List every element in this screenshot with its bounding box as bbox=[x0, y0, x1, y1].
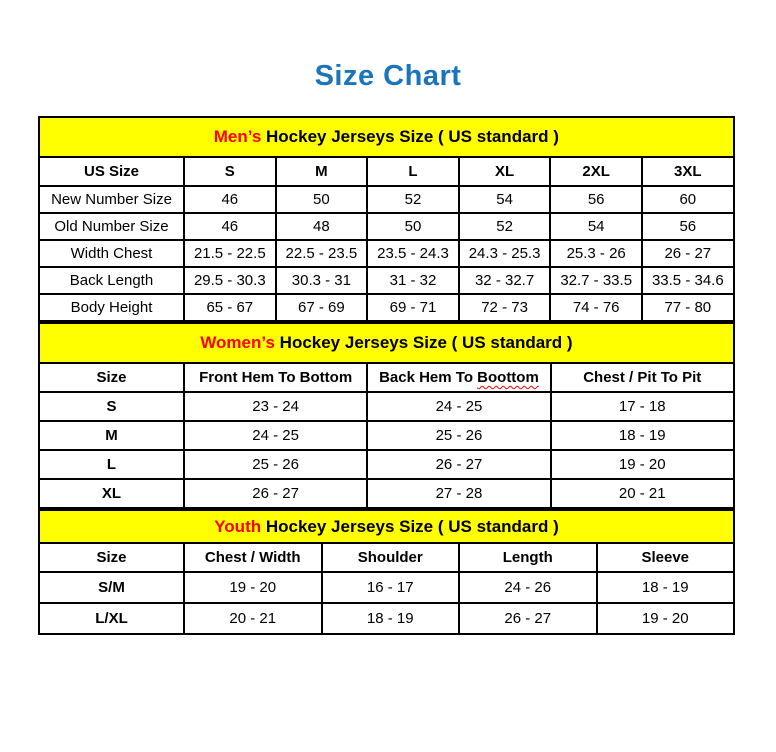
table-cell: 17 - 18 bbox=[551, 392, 734, 421]
table-cell: 24 - 25 bbox=[184, 421, 367, 450]
table-cell: 22.5 - 23.5 bbox=[276, 240, 368, 267]
table-cell: 19 - 20 bbox=[184, 572, 322, 603]
size-chart-page bbox=[0, 60, 776, 635]
youth-section-band bbox=[39, 510, 734, 543]
row-label: XL bbox=[39, 479, 184, 508]
youth-col-header: Length bbox=[459, 543, 597, 572]
table-cell: 52 bbox=[367, 186, 459, 213]
mens-section-title bbox=[39, 117, 734, 157]
mens-row-body-height bbox=[39, 294, 734, 321]
table-cell: 20 - 21 bbox=[184, 603, 322, 634]
table-cell: 31 - 32 bbox=[367, 267, 459, 294]
womens-header-row bbox=[39, 363, 734, 392]
page-title: Size Chart bbox=[314, 60, 462, 92]
table-cell: 27 - 28 bbox=[367, 479, 550, 508]
row-label: New Number Size bbox=[39, 186, 184, 213]
womens-row-m bbox=[39, 421, 734, 450]
table-cell: 30.3 - 31 bbox=[276, 267, 368, 294]
misspelled-word: Boottom bbox=[477, 369, 539, 386]
table-cell: 26 - 27 bbox=[642, 240, 734, 267]
table-cell: 50 bbox=[276, 186, 368, 213]
table-cell: 24 - 26 bbox=[459, 572, 597, 603]
table-cell: 65 - 67 bbox=[184, 294, 276, 321]
table-cell: 46 bbox=[184, 186, 276, 213]
mens-col-header: 3XL bbox=[642, 157, 734, 186]
mens-row-back-length bbox=[39, 267, 734, 294]
table-cell: 67 - 69 bbox=[276, 294, 368, 321]
youth-col-header: Shoulder bbox=[322, 543, 460, 572]
womens-size-table bbox=[38, 322, 735, 509]
mens-row-new-number-size bbox=[39, 186, 734, 213]
womens-row-l bbox=[39, 450, 734, 479]
row-label: Back Length bbox=[39, 267, 184, 294]
youth-col-header: Sleeve bbox=[597, 543, 735, 572]
table-cell: 18 - 19 bbox=[597, 572, 735, 603]
table-cell: 32.7 - 33.5 bbox=[550, 267, 642, 294]
womens-col-header: Chest / Pit To Pit bbox=[551, 363, 734, 392]
table-cell: 74 - 76 bbox=[550, 294, 642, 321]
table-cell: 69 - 71 bbox=[367, 294, 459, 321]
table-cell: 25.3 - 26 bbox=[550, 240, 642, 267]
table-cell: 18 - 19 bbox=[551, 421, 734, 450]
row-label: M bbox=[39, 421, 184, 450]
table-cell: 33.5 - 34.6 bbox=[642, 267, 734, 294]
table-cell: 29.5 - 30.3 bbox=[184, 267, 276, 294]
table-cell: 26 - 27 bbox=[184, 479, 367, 508]
table-cell: 72 - 73 bbox=[459, 294, 551, 321]
table-cell: 23.5 - 24.3 bbox=[367, 240, 459, 267]
table-cell: 48 bbox=[276, 213, 368, 240]
table-cell: 56 bbox=[642, 213, 734, 240]
womens-col-header: Front Hem To Bottom bbox=[184, 363, 367, 392]
mens-section-title-highlight: Men’s bbox=[213, 127, 262, 146]
table-cell: 56 bbox=[550, 186, 642, 213]
table-cell: 20 - 21 bbox=[551, 479, 734, 508]
womens-col-header-prefix: Back Hem To bbox=[379, 369, 478, 386]
womens-col-header: Size bbox=[39, 363, 184, 392]
table-cell: 54 bbox=[550, 213, 642, 240]
row-label: Old Number Size bbox=[39, 213, 184, 240]
table-cell: 32 - 32.7 bbox=[459, 267, 551, 294]
womens-row-s bbox=[39, 392, 734, 421]
mens-section-title-rest: Hockey Jerseys Size ( US standard ) bbox=[261, 127, 559, 146]
womens-section-title-rest: Hockey Jerseys Size ( US standard ) bbox=[274, 333, 573, 352]
table-cell: 60 bbox=[642, 186, 734, 213]
youth-header-row bbox=[39, 543, 734, 572]
mens-col-header: US Size bbox=[39, 157, 184, 186]
womens-col-header bbox=[367, 363, 550, 392]
womens-row-xl bbox=[39, 479, 734, 508]
size-chart-tables bbox=[38, 116, 733, 635]
row-label: Width Chest bbox=[39, 240, 184, 267]
row-label: L/XL bbox=[39, 603, 184, 634]
table-cell: 50 bbox=[367, 213, 459, 240]
row-label: L bbox=[39, 450, 184, 479]
row-label: S/M bbox=[39, 572, 184, 603]
mens-col-header: XL bbox=[459, 157, 551, 186]
youth-size-table bbox=[38, 509, 735, 635]
mens-col-header: 2XL bbox=[550, 157, 642, 186]
mens-row-old-number-size bbox=[39, 213, 734, 240]
youth-section-title-highlight: Youth bbox=[214, 516, 262, 536]
table-cell: 26 - 27 bbox=[367, 450, 550, 479]
womens-section-band bbox=[39, 323, 734, 363]
table-cell: 46 bbox=[184, 213, 276, 240]
youth-col-header: Chest / Width bbox=[184, 543, 322, 572]
table-cell: 19 - 20 bbox=[551, 450, 734, 479]
mens-header-row bbox=[39, 157, 734, 186]
row-label: Body Height bbox=[39, 294, 184, 321]
youth-col-header: Size bbox=[39, 543, 184, 572]
table-cell: 24 - 25 bbox=[367, 392, 550, 421]
youth-section-title bbox=[39, 510, 734, 543]
mens-size-table bbox=[38, 116, 735, 322]
womens-section-title-highlight: Women’s bbox=[200, 333, 275, 352]
table-cell: 24.3 - 25.3 bbox=[459, 240, 551, 267]
table-cell: 23 - 24 bbox=[184, 392, 367, 421]
row-label: S bbox=[39, 392, 184, 421]
mens-col-header: M bbox=[276, 157, 368, 186]
youth-row-lxl bbox=[39, 603, 734, 634]
table-cell: 54 bbox=[459, 186, 551, 213]
table-cell: 77 - 80 bbox=[642, 294, 734, 321]
table-cell: 18 - 19 bbox=[322, 603, 460, 634]
womens-section-title bbox=[39, 323, 734, 363]
mens-col-header: S bbox=[184, 157, 276, 186]
table-cell: 26 - 27 bbox=[459, 603, 597, 634]
mens-row-width-chest bbox=[39, 240, 734, 267]
table-cell: 25 - 26 bbox=[184, 450, 367, 479]
table-cell: 21.5 - 22.5 bbox=[184, 240, 276, 267]
table-cell: 16 - 17 bbox=[322, 572, 460, 603]
table-cell: 52 bbox=[459, 213, 551, 240]
youth-section-title-rest: Hockey Jerseys Size ( US standard ) bbox=[261, 516, 559, 536]
mens-section-band bbox=[39, 117, 734, 157]
youth-row-sm bbox=[39, 572, 734, 603]
table-cell: 25 - 26 bbox=[367, 421, 550, 450]
mens-col-header: L bbox=[367, 157, 459, 186]
table-cell: 19 - 20 bbox=[597, 603, 735, 634]
